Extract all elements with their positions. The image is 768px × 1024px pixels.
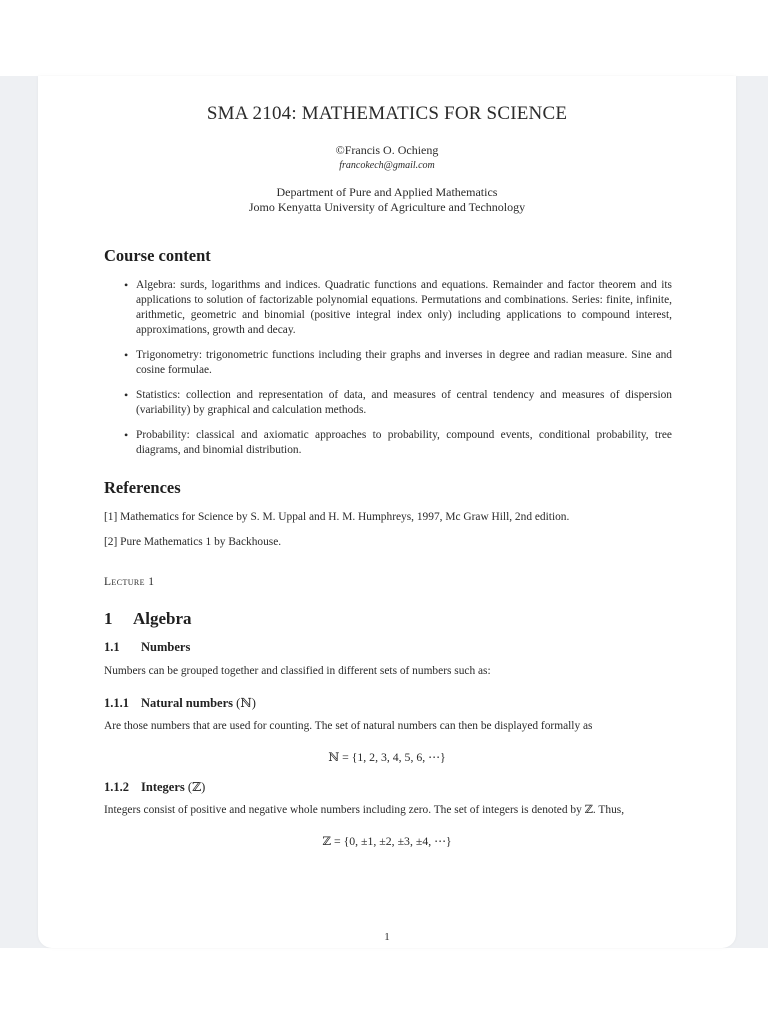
subsubsection-number: 1.1.2 xyxy=(104,780,129,794)
subsubsection-title: Natural numbers xyxy=(141,696,234,710)
reference-item: [1] Mathematics for Science by S. M. Uppal and H. M. Humphreys, 1997, Mc Graw Hill, 2nd edition. xyxy=(104,511,570,523)
subsubsection-heading-natural xyxy=(104,695,256,711)
numbers-paragraph: Numbers can be grouped together and classified in different sets of numbers such as: xyxy=(104,665,491,677)
course-content-heading: Course content xyxy=(104,246,211,265)
affiliation xyxy=(38,185,736,215)
course-item-algebra: • Algebra: surds, logarithms and indices. Quadratic functions and equations. Remainder and factor theorem and its applications to solution of factorizable polynomial equations. Permutations and combinations. Series: finite, infinite, arithmetic, geometric and binomial (positive integral index only) including applications to compound interest, approximations, growth and decay. xyxy=(124,278,672,338)
natural-symbol: (ℕ) xyxy=(236,696,256,710)
subsection-number: 1.1 xyxy=(104,640,120,654)
integers-symbol: (ℤ) xyxy=(187,780,206,794)
subsection-heading-numbers xyxy=(104,640,190,655)
section-title: Algebra xyxy=(133,609,192,628)
course-content-list xyxy=(124,278,672,468)
natural-numbers-formula: ℕ = {1, 2, 3, 4, 5, 6, ⋯} xyxy=(328,750,446,764)
lecture-label: Lecture 1 xyxy=(104,576,155,588)
author-email: francokech@gmail.com xyxy=(339,160,435,171)
section-number: 1 xyxy=(104,609,113,628)
document-page xyxy=(38,76,736,948)
course-item-statistics: • Statistics: collection and representation of data, and measures of central tendency and measures of dispersion (variability) by graphical and calculation methods. xyxy=(124,388,672,418)
course-item-probability: • Probability: classical and axiomatic approaches to probability, compound events, conditional probability, tree diagrams, and binomial distribution. xyxy=(124,428,672,458)
references-heading: References xyxy=(104,478,181,497)
subsection-title: Numbers xyxy=(141,640,191,654)
subsubsection-number: 1.1.1 xyxy=(104,696,129,710)
integers-paragraph: Integers consist of positive and negative whole numbers including zero. The set of integers is denoted by ℤ. Thus, xyxy=(104,804,625,816)
page-number: 1 xyxy=(384,931,390,943)
reference-item: [2] Pure Mathematics 1 by Backhouse. xyxy=(104,536,282,548)
section-heading-algebra xyxy=(104,609,192,629)
university-name: Jomo Kenyatta University of Agriculture and Technology xyxy=(248,200,526,214)
department-name: Department of Pure and Applied Mathematics xyxy=(276,185,498,199)
integers-formula: ℤ = {0, ±1, ±2, ±3, ±4, ⋯} xyxy=(322,834,452,848)
subsubsection-title: Integers xyxy=(141,780,185,794)
natural-paragraph: Are those numbers that are used for counting. The set of natural numbers can then be displayed formally as xyxy=(104,720,593,732)
subsubsection-heading-integers xyxy=(104,779,205,795)
document-title: SMA 2104: MATHEMATICS FOR SCIENCE xyxy=(206,103,568,124)
author-name: ©Francis O. Ochieng xyxy=(335,143,439,157)
course-item-trigonometry: • Trigonometry: trigonometric functions including their graphs and inverses in degree and radian measure. Sine and cosine formulae. xyxy=(124,348,672,378)
